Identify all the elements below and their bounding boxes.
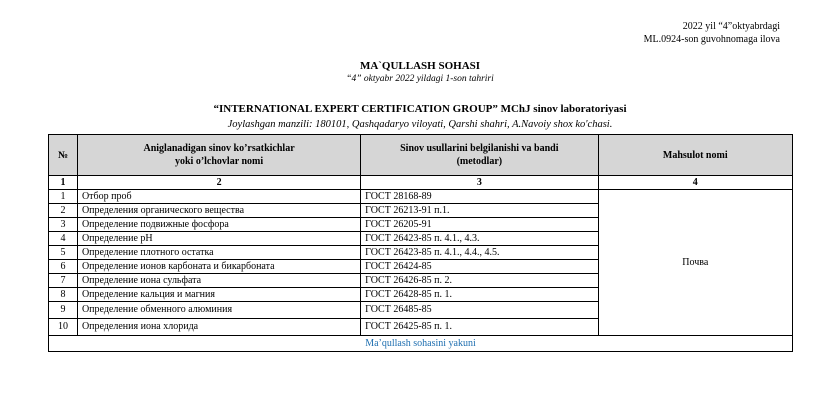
scope-end-note: Ma’qullash sohasini yakuni [49,336,793,352]
header-product: Mahsulot nomi [598,135,793,176]
row-method: ГОСТ 26428-85 п. 1. [361,288,598,302]
row-method: ГОСТ 26205-91 [361,218,598,232]
row-method: ГОСТ 26423-85 п. 4.1., 4.3. [361,232,598,246]
row-indicator: Определение подвижные фосфора [77,218,360,232]
header-method [361,135,598,176]
row-method: ГОСТ 26213-91 п.1. [361,204,598,218]
row-indicator: Отбор проб [77,190,360,204]
row-indicator: Определение иона сульфата [77,274,360,288]
row-method: ГОСТ 26426-85 п. 2. [361,274,598,288]
row-number: 1 [49,190,78,204]
column-number: 2 [77,176,360,190]
laboratory-name: “INTERNATIONAL EXPERT CERTIFICATION GROUP” MChJ sinov laboratoriyasi [213,103,627,115]
scope-table [48,134,793,352]
annex-reference-line2: ML.0924-son guvohnomaga ilova [643,34,780,45]
row-number: 3 [49,218,78,232]
row-method: ГОСТ 26424-85 [361,260,598,274]
column-number: 4 [598,176,793,190]
header-indicator-line1: Aniglanadigan sinov ko’rsatkichlar [143,143,295,154]
row-method: ГОСТ 26423-85 п. 4.1., 4.4., 4.5. [361,246,598,260]
row-method: ГОСТ 26425-85 п. 1. [361,319,598,336]
column-number: 1 [49,176,78,190]
column-number: 3 [361,176,598,190]
table-header-row [49,135,793,176]
header-method-line1: Sinov usullarini belgilanishi va bandi [400,143,559,154]
table-footer-row [49,336,793,352]
document-subtitle: “4” oktyabr 2022 yildagi 1-son tahriri [346,74,494,84]
row-indicator: Определения иона хлорида [77,319,360,336]
header-indicator [77,135,360,176]
column-numbering-row [49,176,793,190]
row-indicator: Определение кальция и магния [77,288,360,302]
row-number: 7 [49,274,78,288]
row-method: ГОСТ 26485-85 [361,302,598,319]
row-number: 4 [49,232,78,246]
annex-reference-line1: 2022 yil “4”oktyabrdagi [682,21,780,32]
row-number: 9 [49,302,78,319]
row-method: ГОСТ 28168-89 [361,190,598,204]
laboratory-address: Joylashgan manzili: 180101, Qashqadaryo viloyati, Qarshi shahri, A.Navoiy shox ko'chasi. [227,119,613,130]
annex-reference [644,20,780,46]
row-indicator: Определения органического вещества [77,204,360,218]
row-number: 8 [49,288,78,302]
row-number: 2 [49,204,78,218]
header-indicator-line2: yoki o’lchovlar nomi [174,156,264,167]
document-title: MA`QULLASH SOHASI [359,60,481,72]
product-name: Почва [598,190,793,336]
row-number: 6 [49,260,78,274]
row-indicator: Определение pH [77,232,360,246]
table-row [49,190,793,204]
header-method-line2: (metodlar) [456,156,503,167]
header-number: № [49,135,78,176]
row-indicator: Определение плотного остатка [77,246,360,260]
row-number: 5 [49,246,78,260]
row-number: 10 [49,319,78,336]
row-indicator: Определение ионов карбоната и бикарбоната [77,260,360,274]
row-indicator: Определение обменного алюминия [77,302,360,319]
